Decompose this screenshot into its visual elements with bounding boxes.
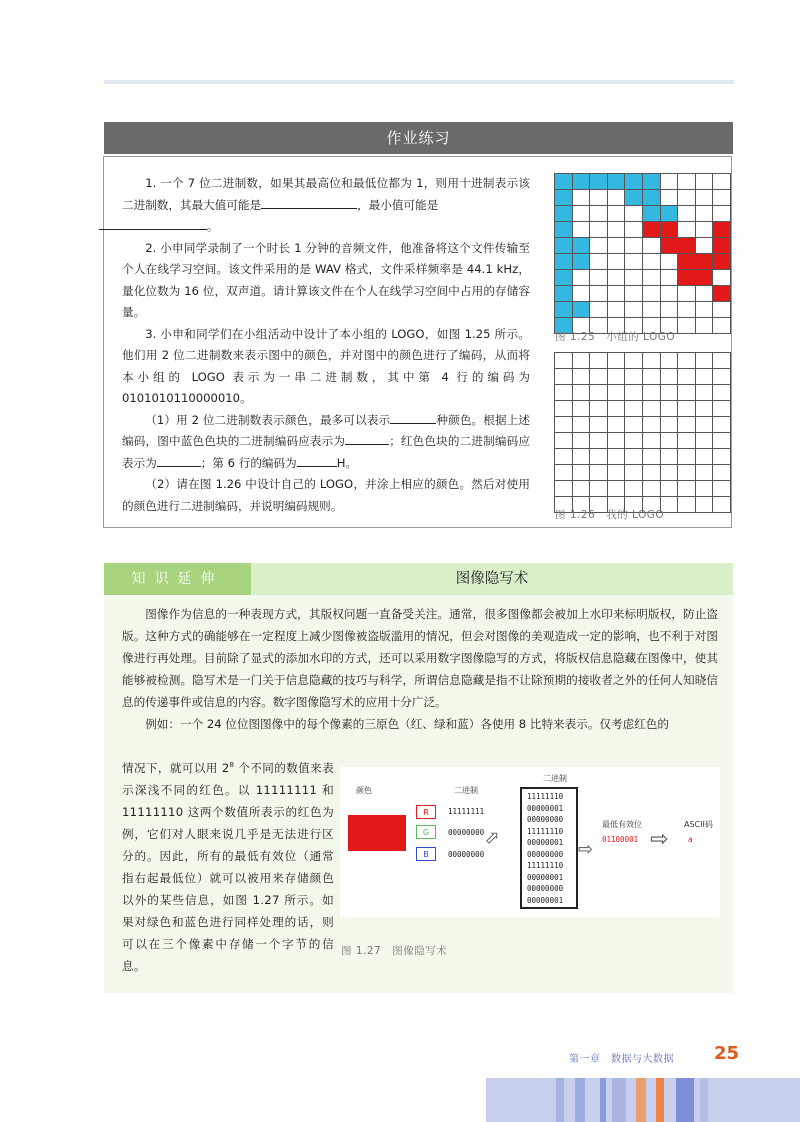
grid-cell <box>590 174 608 190</box>
grid-cell[interactable] <box>555 449 573 465</box>
chapter-label: 第一章 数据与大数据 <box>569 1054 674 1065</box>
homework-text <box>122 173 530 517</box>
grid-cell <box>607 222 625 238</box>
paragraph-2: 例如：一个 24 位位图图像中的每个像素的三原色（红、绿和蓝）各使用 8 比特来表示。仅考虑红色的 <box>145 717 669 731</box>
grid-cell <box>590 238 608 254</box>
grid-cell[interactable] <box>590 369 608 385</box>
grid-cell <box>607 238 625 254</box>
grid-cell <box>607 254 625 270</box>
grid-cell[interactable] <box>678 449 696 465</box>
grid-cell <box>625 190 643 206</box>
grid-cell[interactable] <box>590 401 608 417</box>
grid-cell <box>555 254 573 270</box>
grid-cell[interactable] <box>660 401 678 417</box>
grid-cell <box>572 286 590 302</box>
grid-cell[interactable] <box>555 353 573 369</box>
grid-cell <box>713 174 731 190</box>
grid-cell[interactable] <box>678 353 696 369</box>
answer-blank[interactable] <box>99 216 207 230</box>
grid-cell[interactable] <box>678 433 696 449</box>
extension-side-text: 情况下，就可以用 $2^8$ 个不同的数值来表示深浅不同的红色。以 11111111 和 11111110 这两个数值所表示的红色为例，它们对人眼来说几乎是无法进行区分的。因此，所有的最低有效位（通常指右起最低位）就可以被用来存储颜色以外的某些信息，如图 1.27 所示。如果对绿色和蓝色进行同样处理的话，则可以在三个像素中存储一个字节的信息。 <box>122 760 335 973</box>
footer-decoration <box>700 1078 708 1122</box>
grid-cell[interactable] <box>607 465 625 481</box>
grid-cell <box>590 254 608 270</box>
grid-cell[interactable] <box>695 401 713 417</box>
grid-row <box>555 385 731 401</box>
grid-cell[interactable] <box>590 433 608 449</box>
grid-cell <box>695 206 713 222</box>
binary-list-item: 00000000 <box>527 849 564 859</box>
grid-cell <box>555 238 573 254</box>
grid-cell <box>713 206 731 222</box>
grid-cell <box>660 222 678 238</box>
arrow-icon: ⇨ <box>578 839 594 860</box>
grid-cell[interactable] <box>642 449 660 465</box>
binary-list-item: 11111110 <box>527 861 564 870</box>
grid-cell[interactable] <box>572 417 590 433</box>
binary-list-box <box>520 787 578 909</box>
grid-cell[interactable] <box>713 433 731 449</box>
grid-cell <box>713 238 731 254</box>
binary-list-item: 11111110 <box>527 826 564 836</box>
grid-row <box>555 481 731 497</box>
grid-cell <box>625 302 643 318</box>
grid-cell <box>642 206 660 222</box>
grid-cell <box>660 270 678 286</box>
grid-cell[interactable] <box>572 385 590 401</box>
grid-cell <box>590 206 608 222</box>
g-value: 00000000 <box>448 828 485 837</box>
grid-cell[interactable] <box>642 385 660 401</box>
binary-label: 二进制 <box>454 786 478 795</box>
grid-cell <box>660 254 678 270</box>
extension-tag: 知识延伸 <box>104 563 251 595</box>
grid-cell[interactable] <box>678 481 696 497</box>
grid-cell <box>678 174 696 190</box>
grid-cell[interactable] <box>607 401 625 417</box>
grid-row <box>555 222 731 238</box>
grid-cell[interactable] <box>713 353 731 369</box>
extension-box <box>104 595 733 993</box>
grid-cell <box>695 190 713 206</box>
grid-cell <box>678 222 696 238</box>
grid-cell <box>572 254 590 270</box>
grid-cell <box>555 190 573 206</box>
binary-list-item: 00000001 <box>527 872 564 882</box>
extension-paragraphs <box>122 603 718 735</box>
grid-cell <box>695 302 713 318</box>
question-1: 1. 一个 7 位二进制数，如果其最高位和最低位都为 1，则用十进制表示该二进制数，其最大值可能是 ，最小值可能是 。 <box>122 173 530 238</box>
grid-cell[interactable] <box>555 433 573 449</box>
grid-cell <box>695 174 713 190</box>
grid-cell[interactable] <box>642 401 660 417</box>
grid-cell[interactable] <box>555 481 573 497</box>
grid-cell[interactable] <box>555 385 573 401</box>
grid-cell <box>713 190 731 206</box>
lsb-label: 最低有效位 <box>602 820 642 829</box>
arrow-icon: ⇨ <box>650 827 669 852</box>
grid-cell <box>625 206 643 222</box>
grid-cell <box>625 222 643 238</box>
grid-cell <box>607 174 625 190</box>
grid-cell[interactable] <box>572 449 590 465</box>
grid-cell <box>572 222 590 238</box>
top-rule <box>104 80 734 84</box>
grid-cell[interactable] <box>678 465 696 481</box>
paragraph-1: 图像作为信息的一种表现方式，其版权问题一直备受关注。通常，很多图像都会被加上水印来标明版权，防止盗版。这种方式的确能够在一定程度上减少图像被盗版滥用的情况，但会对图像的美观造成一定的影响，也不利于对图像进行再处理。目前除了显式的添加水印的方式，还可以采用数字图像隐写的方式，将版权信息隐藏在图像中，使其能够被检测。隐写术是一门关于信息隐藏的技巧与科学，所谓信息隐藏是指不让除预期的接收者之外的任何人知晓信息的传递事件或信息的内容。数字图像隐写术的应用十分广泛。 <box>122 607 718 709</box>
grid-cell[interactable] <box>713 497 731 513</box>
grid-cell[interactable] <box>713 449 731 465</box>
grid-cell[interactable] <box>678 401 696 417</box>
binary-list-item: 00000000 <box>527 815 564 824</box>
grid-cell[interactable] <box>695 497 713 513</box>
answer-blank[interactable] <box>157 453 201 467</box>
grid-cell <box>642 190 660 206</box>
grid-cell <box>713 254 731 270</box>
grid-cell <box>555 286 573 302</box>
grid-cell <box>642 302 660 318</box>
grid-cell <box>555 302 573 318</box>
grid-cell[interactable] <box>695 417 713 433</box>
grid-cell[interactable] <box>555 465 573 481</box>
grid-cell <box>695 270 713 286</box>
grid-cell[interactable] <box>713 369 731 385</box>
grid-cell[interactable] <box>660 417 678 433</box>
grid-cell[interactable] <box>678 497 696 513</box>
grid-cell[interactable] <box>555 369 573 385</box>
footer-decoration <box>575 1078 585 1122</box>
grid-cell <box>572 238 590 254</box>
binary-list <box>527 791 563 906</box>
binary-list-item: 00000001 <box>527 895 564 905</box>
grid-cell[interactable] <box>660 385 678 401</box>
grid-cell[interactable] <box>590 385 608 401</box>
answer-blank[interactable] <box>345 431 389 445</box>
grid-cell[interactable] <box>607 481 625 497</box>
grid-cell <box>713 286 731 302</box>
grid-cell[interactable] <box>590 481 608 497</box>
grid-cell <box>695 222 713 238</box>
color-label: 颜色 <box>356 786 372 795</box>
grid-cell <box>695 286 713 302</box>
grid-row <box>555 206 731 222</box>
red-swatch <box>348 815 406 851</box>
grid-cell <box>572 270 590 286</box>
grid-cell[interactable] <box>695 385 713 401</box>
grid-cell[interactable] <box>695 481 713 497</box>
grid-cell <box>625 238 643 254</box>
grid-cell <box>590 222 608 238</box>
grid-cell <box>678 302 696 318</box>
grid-cell[interactable] <box>572 465 590 481</box>
grid-cell[interactable] <box>590 417 608 433</box>
grid-cell[interactable] <box>642 481 660 497</box>
grid-row <box>555 286 731 302</box>
grid-cell <box>713 222 731 238</box>
grid-cell <box>625 174 643 190</box>
grid-cell <box>713 270 731 286</box>
grid-cell[interactable] <box>678 417 696 433</box>
g-channel-box: G <box>416 825 436 839</box>
binary-list-item: 11111110 <box>527 792 564 801</box>
arrow-icon: ⇨ <box>479 824 506 851</box>
grid-cell[interactable] <box>642 353 660 369</box>
grid-cell[interactable] <box>555 401 573 417</box>
figure-1-27-caption: 图 1.27 图像隐写术 <box>341 945 448 957</box>
question-3-1: （1）用 2 位二进制数表示颜色，最多可以表示 种颜色。根据上述编码，图中蓝色色块的二进制编码应表示为 ；红色色块的二进制编码应表示为 ；第 6 行的编码为 H。 <box>122 410 530 475</box>
grid-row <box>555 465 731 481</box>
grid-cell[interactable] <box>625 417 643 433</box>
grid-cell[interactable] <box>572 353 590 369</box>
grid-cell[interactable] <box>625 433 643 449</box>
grid-cell[interactable] <box>607 449 625 465</box>
grid-cell[interactable] <box>625 465 643 481</box>
grid-cell <box>555 222 573 238</box>
r-channel-box: R <box>416 805 436 819</box>
grid-cell <box>695 238 713 254</box>
grid-cell[interactable] <box>625 449 643 465</box>
binary-list-item: 00000000 <box>527 884 564 893</box>
grid-cell[interactable] <box>660 353 678 369</box>
ascii-label: ASCII码 <box>684 820 713 829</box>
homework-box <box>103 156 732 528</box>
grid-cell <box>572 174 590 190</box>
grid-cell <box>678 206 696 222</box>
grid-row <box>555 238 731 254</box>
grid-cell <box>678 238 696 254</box>
grid-cell <box>642 270 660 286</box>
grid-cell <box>625 286 643 302</box>
grid-cell <box>695 254 713 270</box>
grid-cell[interactable] <box>572 433 590 449</box>
grid-cell <box>590 190 608 206</box>
binary-label-2: 二进制 <box>543 774 567 783</box>
grid-cell <box>660 206 678 222</box>
grid-cell <box>642 254 660 270</box>
binary-list-item: 00000001 <box>527 803 564 813</box>
grid-row <box>555 190 731 206</box>
grid-cell[interactable] <box>713 385 731 401</box>
grid-row <box>555 401 731 417</box>
footer-decoration <box>612 1078 626 1122</box>
grid-cell <box>678 254 696 270</box>
grid-cell[interactable] <box>625 481 643 497</box>
grid-cell <box>572 190 590 206</box>
grid-cell <box>642 238 660 254</box>
footer-decoration <box>600 1078 606 1122</box>
grid-cell <box>660 174 678 190</box>
ascii-value: a <box>688 835 693 844</box>
grid-row <box>555 433 731 449</box>
homework-title: 作业练习 <box>104 122 733 154</box>
steganography-figure <box>340 767 720 917</box>
grid-cell[interactable] <box>625 353 643 369</box>
grid-cell[interactable] <box>713 481 731 497</box>
grid-cell <box>555 270 573 286</box>
grid-cell[interactable] <box>660 433 678 449</box>
grid-row <box>555 417 731 433</box>
r-value: 11111111 <box>448 807 485 816</box>
grid-row <box>555 270 731 286</box>
grid-cell <box>678 318 696 334</box>
question-3: 3. 小申和同学们在小组活动中设计了本小组的 LOGO，如图 1.25 所示。他们用 2 位二进制数来表示图中的颜色，并对图中的颜色进行了编码，从而将本小组的 LOGO 表示为一串二进制数，其中第 4 行的编码为 0101010110000010。 <box>122 326 530 405</box>
grid-cell[interactable] <box>590 353 608 369</box>
grid-row <box>555 353 731 369</box>
grid-cell[interactable] <box>642 433 660 449</box>
grid-cell[interactable] <box>642 369 660 385</box>
grid-cell <box>607 206 625 222</box>
grid-cell[interactable] <box>660 369 678 385</box>
grid-cell[interactable] <box>607 353 625 369</box>
grid-cell <box>713 302 731 318</box>
grid-cell[interactable] <box>555 417 573 433</box>
answer-blank[interactable] <box>297 453 337 467</box>
grid-cell[interactable] <box>713 417 731 433</box>
grid-cell <box>713 318 731 334</box>
grid-cell[interactable] <box>625 385 643 401</box>
grid-cell[interactable] <box>572 481 590 497</box>
grid-cell <box>590 302 608 318</box>
figure-1-25-caption: 图 1.25 小组的 LOGO <box>555 331 676 343</box>
grid-row <box>555 254 731 270</box>
question-2: 2. 小申同学录制了一个时长 1 分钟的音频文件，他准备将这个文件传输至个人在线学习空间。该文件采用的是 WAV 格式，文件采样频率是 44.1 kHz，量化位数为 16 位，双声道。请计算该文件在个人在线学习空间中占用的存储容量。 <box>122 240 530 319</box>
grid-cell[interactable] <box>590 449 608 465</box>
grid-cell[interactable] <box>678 369 696 385</box>
b-value: 00000000 <box>448 850 485 859</box>
grid-cell <box>642 286 660 302</box>
grid-cell <box>678 286 696 302</box>
grid-cell <box>625 254 643 270</box>
logo-grid-1-26[interactable] <box>554 352 731 513</box>
grid-cell <box>572 206 590 222</box>
grid-cell <box>678 270 696 286</box>
grid-cell[interactable] <box>607 385 625 401</box>
grid-cell <box>660 286 678 302</box>
grid-cell[interactable] <box>572 369 590 385</box>
grid-cell[interactable] <box>695 433 713 449</box>
grid-cell <box>642 174 660 190</box>
answer-blank[interactable] <box>390 410 436 424</box>
grid-cell <box>695 318 713 334</box>
grid-cell[interactable] <box>713 465 731 481</box>
grid-cell[interactable] <box>695 353 713 369</box>
grid-cell <box>607 302 625 318</box>
grid-cell[interactable] <box>607 369 625 385</box>
grid-cell <box>625 270 643 286</box>
grid-cell <box>660 238 678 254</box>
answer-blank[interactable] <box>261 195 357 209</box>
grid-cell <box>660 302 678 318</box>
grid-cell[interactable] <box>695 449 713 465</box>
grid-cell[interactable] <box>695 369 713 385</box>
grid-cell <box>572 302 590 318</box>
grid-cell[interactable] <box>660 465 678 481</box>
b-channel-box: B <box>416 847 436 861</box>
grid-cell[interactable] <box>572 401 590 417</box>
grid-cell <box>555 174 573 190</box>
grid-row <box>555 449 731 465</box>
grid-cell <box>607 270 625 286</box>
grid-row <box>555 174 731 190</box>
grid-cell <box>555 206 573 222</box>
footer-decoration <box>656 1078 664 1122</box>
grid-cell[interactable] <box>590 465 608 481</box>
footer-decoration <box>556 1078 564 1122</box>
grid-cell <box>642 222 660 238</box>
page-number: 25 <box>714 1043 740 1064</box>
grid-cell <box>660 190 678 206</box>
grid-cell[interactable] <box>695 465 713 481</box>
grid-row <box>555 302 731 318</box>
grid-cell <box>590 286 608 302</box>
grid-cell[interactable] <box>625 401 643 417</box>
grid-cell[interactable] <box>642 465 660 481</box>
figure-1-26-caption: 图 1.26 我的 LOGO <box>555 509 665 521</box>
grid-cell[interactable] <box>607 433 625 449</box>
grid-cell[interactable] <box>607 417 625 433</box>
grid-cell <box>590 270 608 286</box>
grid-cell[interactable] <box>713 401 731 417</box>
grid-cell[interactable] <box>660 481 678 497</box>
question-3-2: （2）请在图 1.26 中设计自己的 LOGO，并涂上相应的颜色。然后对使用的颜色进行二进制编码，并说明编码规则。 <box>122 477 530 513</box>
binary-list-item: 00000001 <box>527 838 564 847</box>
extension-title: 图像隐写术 <box>455 571 529 587</box>
footer-decoration <box>636 1078 646 1122</box>
grid-cell[interactable] <box>678 385 696 401</box>
grid-row <box>555 369 731 385</box>
lsb-value: 01100001 <box>602 835 639 844</box>
grid-cell[interactable] <box>625 369 643 385</box>
grid-cell <box>678 190 696 206</box>
footer-decoration <box>676 1078 694 1122</box>
grid-cell[interactable] <box>660 449 678 465</box>
grid-cell <box>607 286 625 302</box>
extension-header <box>104 563 733 595</box>
grid-cell <box>607 190 625 206</box>
grid-cell[interactable] <box>642 417 660 433</box>
logo-grid-1-25 <box>554 173 731 334</box>
